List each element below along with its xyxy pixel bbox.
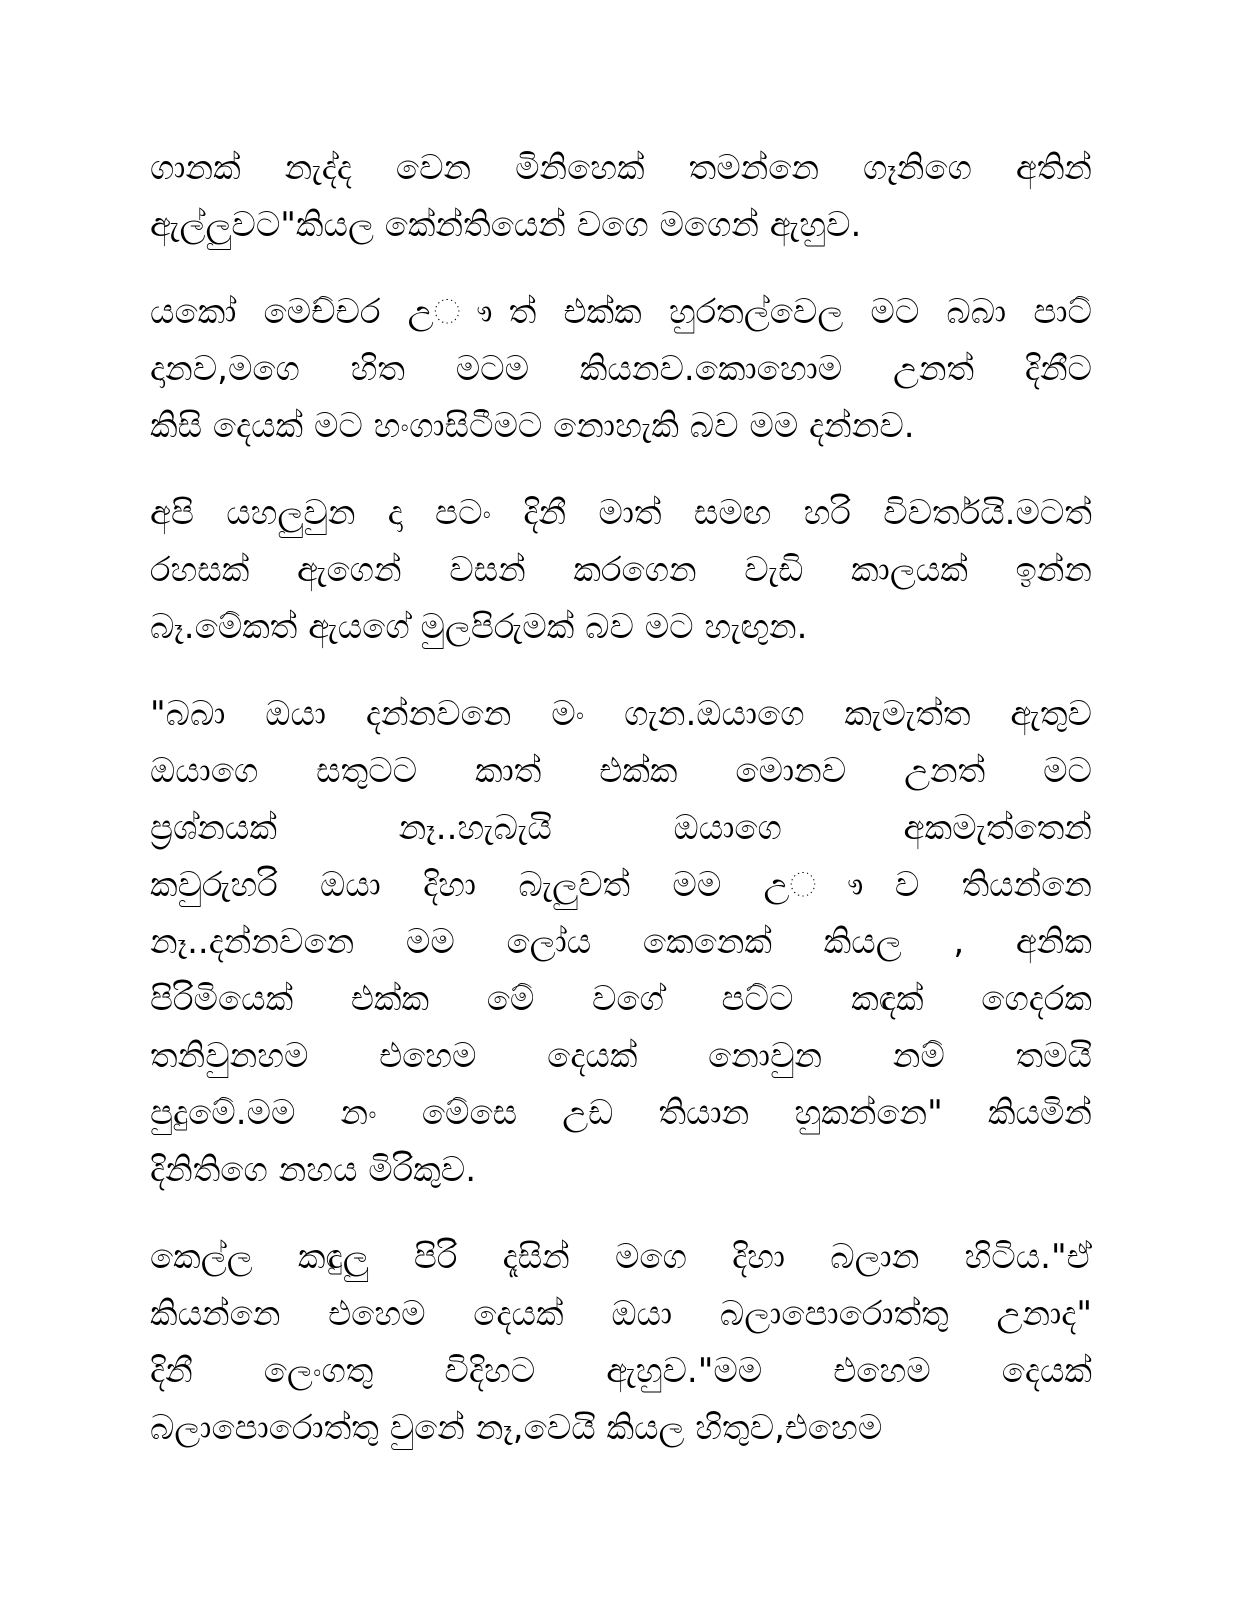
text-line: දිනිතිගෙ නහය මිරිකුව.	[150, 1150, 477, 1190]
text-line: කෙල්ල කඳුලු පිරි දෑසින් මගෙ දිහා බලාන හිටිය."ඒ	[150, 1237, 1092, 1277]
text-line: කවුරුහරි ඔයා දිහා බැලුවත් මම උ◌ෟව තියන්නෙ	[150, 865, 1092, 905]
text-line: පුදුමේ.මම නං මේසෙ උඩ තියාන හුකන්නෙ" කියමින්	[150, 1093, 1092, 1133]
text-line: දානව,මගෙ හිත මටම කියනව.කොහොම උනත් දිනීට	[150, 349, 1092, 389]
text-line: රහසක් ඇගෙන් වසන් කරගෙන වැඩි කාලයක් ඉන්න	[150, 550, 1092, 590]
text-line: දිනී ලෙංගතු විදිහට ඇහුව."මම එහෙම දෙයක්	[150, 1351, 1092, 1391]
text-line: ඇල්ලුවට"කියල කේන්තියෙන් වගෙ මගෙන් ඇහුව.	[150, 205, 862, 245]
text-line: කියන්නෙ එහෙම දෙයක් ඔයා බලාපොරොත්තු උනාද"	[150, 1294, 1092, 1334]
text-line: නෑ..දන්නවනෙ මම ලෝය කෙනෙක් කියල , අනික	[150, 922, 1092, 962]
text-content	[150, 140, 1092, 1487]
text-line: තනිවුනහම එහෙම දෙයක් නොවුන නම් තමයි	[150, 1036, 1092, 1076]
text-line: කිසි දෙයක් මට හංගාසිටීමට නොහැකි බව මම දන්නව.	[150, 406, 915, 446]
text-line: බෑ.මේකත් ඇයගේ මුලපිරුමක් බව මට හැඟුන.	[150, 607, 808, 647]
text-line: "බබා ඔයා දන්නවනෙ මං ගැන.ඔයාගෙ කැමැත්ත ඇතුව	[150, 694, 1092, 734]
text-line: ගානක් නැද්ද වෙන මිනිහෙක් තමන්නෙ ගෑනිගෙ අතින්	[150, 148, 1092, 188]
paragraph-1	[150, 140, 1092, 254]
paragraph-5	[150, 1229, 1092, 1457]
text-line: පිරිමියෙක් එක්ක මේ වගේ පට්ට කඳක් ගෙදරක	[150, 979, 1092, 1019]
text-line: යකෝ මෙච්චර උ◌ෟත් එක්ක හුරතල්වෙල මට බබා පාට්	[150, 292, 1092, 332]
paragraph-2	[150, 284, 1092, 455]
text-line: අපි යහලුවුන දා පටං දිනී මාත් සමඟ හරි විවර්තයි.මටත්	[150, 493, 1092, 533]
text-line: බලාපොරොත්තු වුනේ නෑ,වෙයි කියල හිතුව,එහෙම	[150, 1408, 883, 1448]
paragraph-3	[150, 485, 1092, 656]
text-line: ප්‍රශ්නයක් නෑ..හැබැයි ඔයාගෙ අකමැත්තෙන්	[150, 808, 1092, 848]
paragraph-4	[150, 686, 1092, 1199]
text-line: ඔයාගෙ සතුටට කාත් එක්ක මොනව උනත් මට	[150, 751, 1092, 791]
